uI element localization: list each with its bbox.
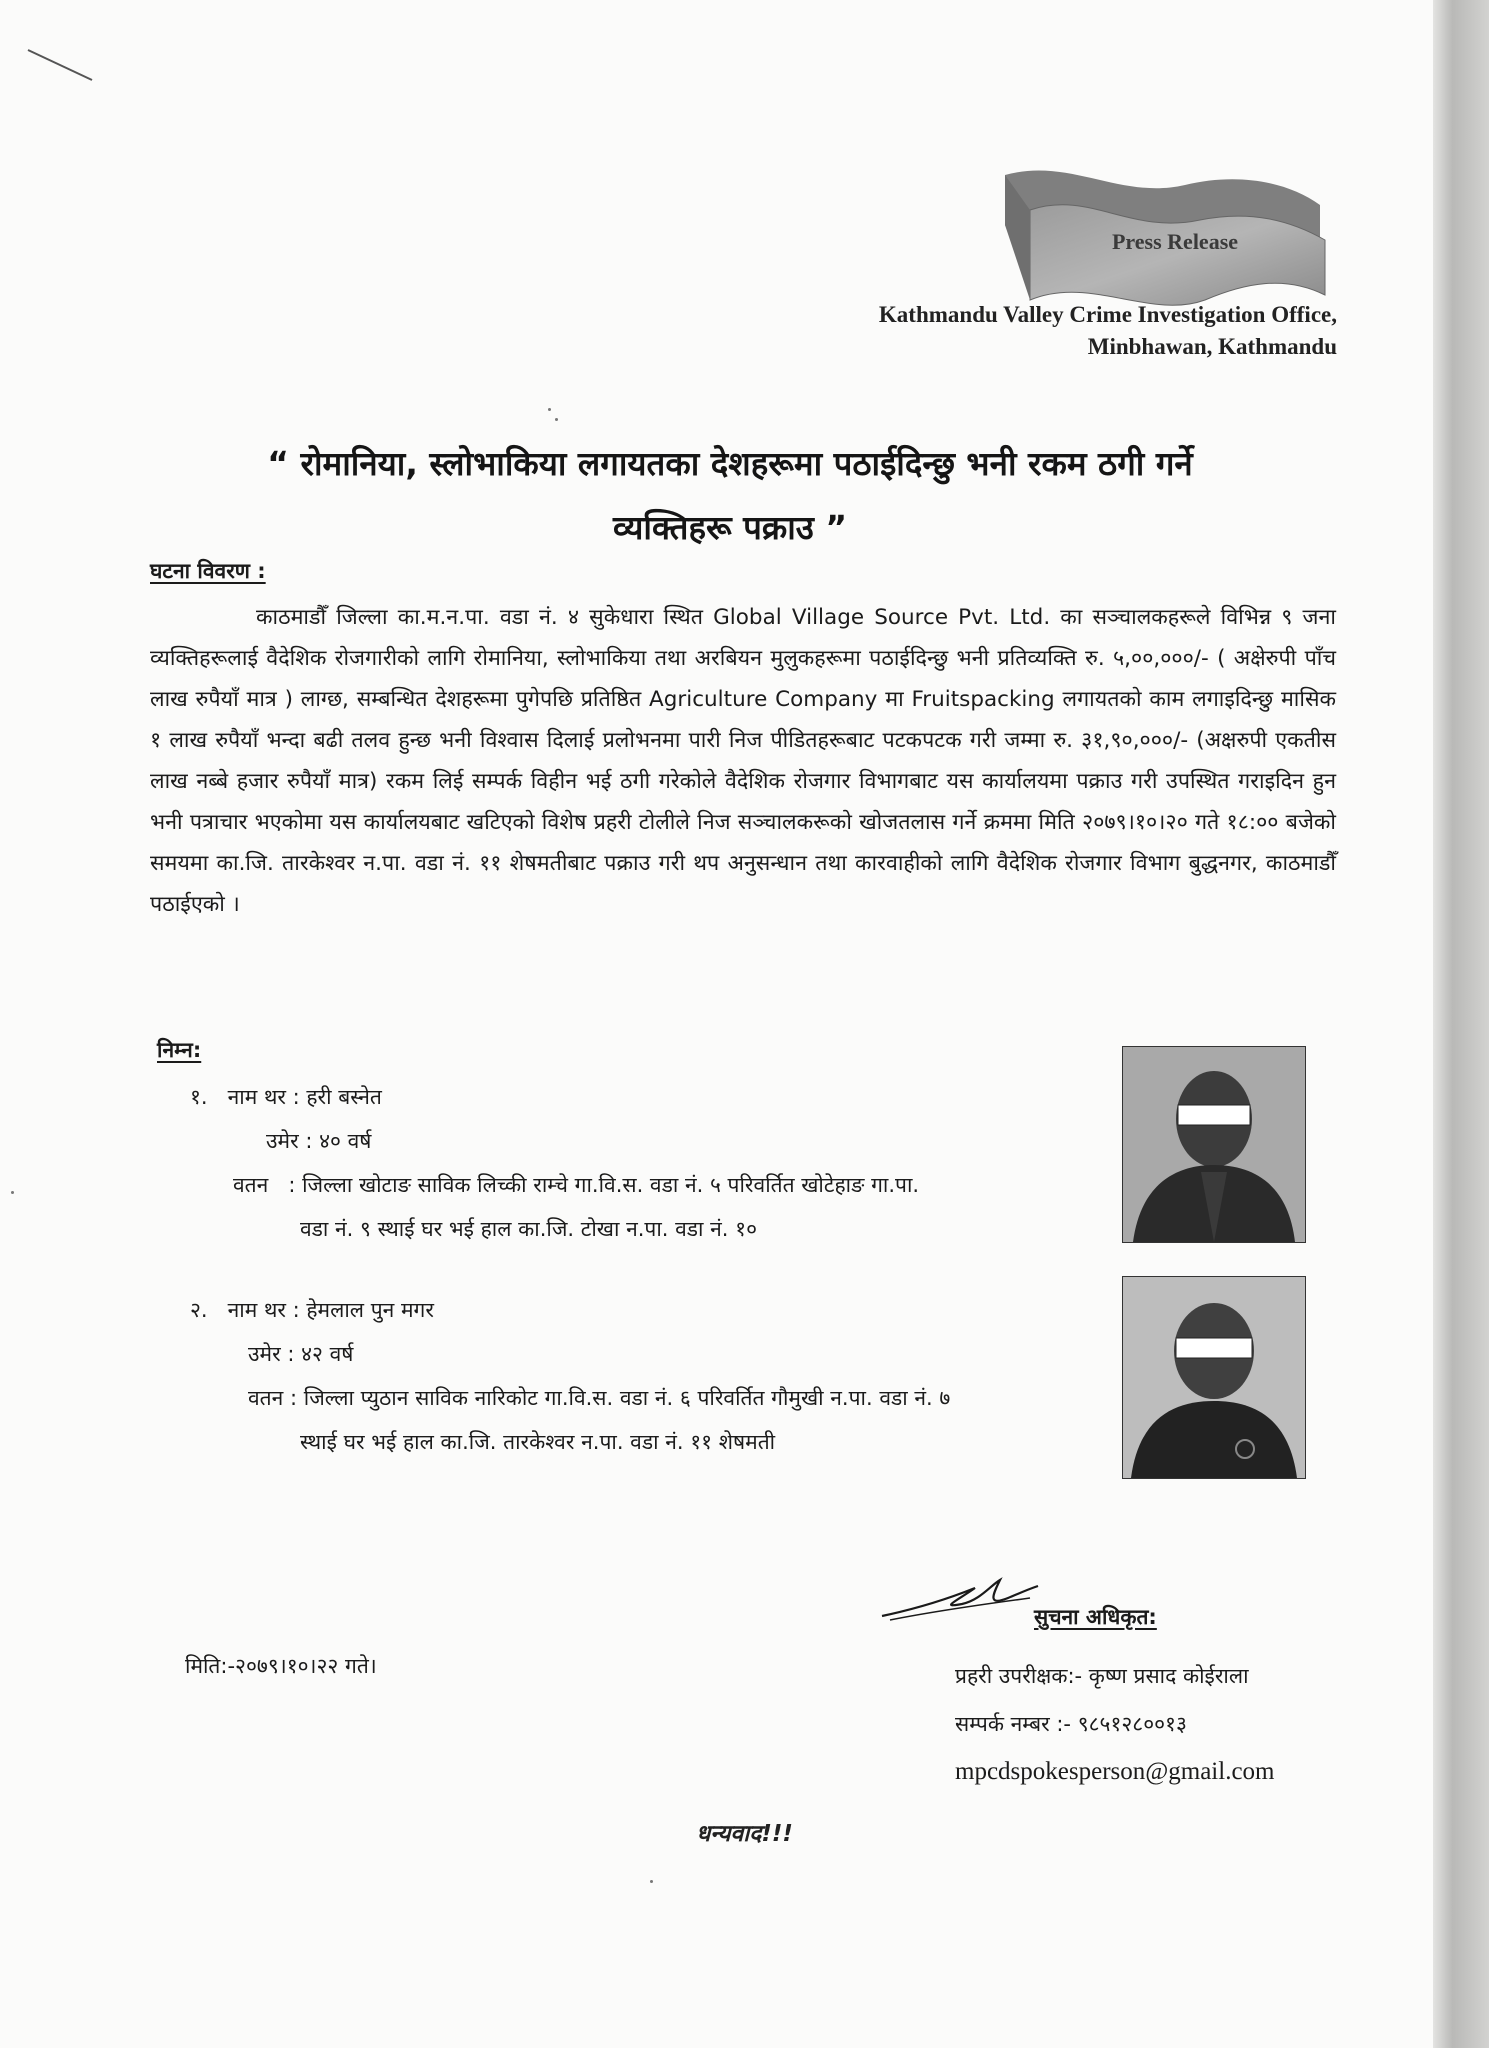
press-release-label: Press Release [1111, 229, 1239, 254]
contact-number: सम्पर्क नम्बर :- ९८५१२८००१३ [955, 1712, 1187, 1736]
arrested-person-1 [190, 1075, 919, 1251]
person-age: उमेर : ४० वर्ष [266, 1129, 372, 1153]
press-headline [150, 432, 1310, 560]
person-address-line-2: वडा नं. ९ स्थाई घर भई हाल का.जि. टोखा न.पा. वडा नं. १० [300, 1217, 757, 1241]
headline-line-1: “ रोमानिया, स्लोभाकिया लगायतका देशहरूमा पठाईदिन्छु भनी रकम ठगी गर्ने [267, 444, 1193, 483]
thank-you-note: धन्यवाद!!! [696, 1821, 793, 1847]
person-age: उमेर : ४२ वर्ष [248, 1342, 354, 1366]
incident-description: काठमाडौँ जिल्ला का.म.न.पा. वडा नं. ४ सुकेधारा स्थित Global Village Source Pvt. Ltd. का सञ्चालकहरूले विभिन्न ९ जना व्यक्तिहरूलाई वैदेशिक रोजगारीको लागि रोमानिया, स्लोभाकिया तथा अरबियन मुलुकहरूमा पठाईदिन्छु भनी प्रतिव्यक्ति रु. ५,००,०००/- ( अक्षेरुपी पाँच लाख रुपैयाँ मात्र ) लाग्छ, सम्बन्धित देशहरूमा पुगेपछि प्रतिष्ठित Agriculture Company मा Fruitspacking लगायतको काम लगाइदिन्छु मासिक १ लाख रुपैयाँ भन्दा बढी तलव हुन्छ भनी विश्वास दिलाई प्रलोभनमा पारी निज पीडितहरूबाट पटकपटक गरी जम्मा रु. ३१,९०,०००/- (अक्षरुपी एकतीस लाख नब्बे हजार रुपैयाँ मात्र) रकम लिई सम्पर्क विहीन भई ठगी गरेकोले वैदेशिक रोजगार विभागबाट यस कार्यालयमा पक्राउ गरी उपस्थित गराइदिन हुन भनी पत्राचार भएकोमा यस कार्यालयबाट खटिएको विशेष प्रहरी टोलीले निज सञ्चालकरूको खोजतलास गर्ने क्रममा मिति २०७९।१०।२० गते १८:०० बजेको समयमा का.जि. तारकेश्वर न.पा. वडा नं. ११ शेषमतीबाट पक्राउ गरी थप अनुसन्धान तथा कारवाहीको लागि वैदेशिक रोजगार विभाग बुद्धनगर, काठमाडौँ पठाईएको । [150, 605, 1336, 917]
person-name: नाम थर : हेमलाल पुन मगर [227, 1298, 434, 1322]
contact-email: mpcdspokesperson@gmail.com [955, 1758, 1275, 1785]
officer-name: प्रहरी उपरीक्षक:- कृष्ण प्रसाद कोईराला [955, 1664, 1249, 1688]
person-address-label: वतन [248, 1386, 284, 1410]
incident-heading: घटना विवरण : [150, 559, 266, 583]
scan-stroke-mark [0, 0, 100, 90]
headline-line-2: व्यक्तिहरू पक्राउ ” [612, 508, 848, 547]
officer-contact [955, 1652, 1275, 1796]
scan-page-edge [1433, 0, 1489, 2048]
officer-signature [880, 1568, 1040, 1628]
person-address-line-1: : जिल्ला प्युठान साविक नारिकोट गा.वि.स. वडा नं. ६ परिवर्तित गौमुखी न.पा. वडा नं. ७ [290, 1386, 951, 1410]
person-name: नाम थर : हरी बस्नेत [227, 1085, 382, 1109]
arrested-person-2 [190, 1288, 950, 1464]
office-name: Kathmandu Valley Crime Investigation Office, [878, 302, 1337, 327]
suspect-photo-2 [1122, 1276, 1306, 1479]
person-address-label: वतन [233, 1173, 269, 1197]
person-address-line-1: : जिल्ला खोटाङ साविक लिच्की राम्चे गा.वि.स. वडा नं. ५ परिवर्तित खोटेहाङ गा.पा. [288, 1173, 920, 1197]
suspect-photo-1 [1122, 1046, 1306, 1243]
office-address [879, 299, 1337, 363]
person-number: २. [190, 1298, 208, 1322]
arrested-heading: निम्न: [157, 1038, 202, 1062]
office-location: Minbhawan, Kathmandu [1087, 334, 1337, 359]
release-date: मिति:-२०७९।१०।२२ गते। [185, 1654, 377, 1678]
person-address-line-2: स्थाई घर भई हाल का.जि. तारकेश्वर न.पा. वडा नं. ११ शेषमती [300, 1430, 776, 1454]
person-number: १. [190, 1085, 208, 1109]
information-officer-title: सुचना अधिकृत: [1034, 1605, 1157, 1629]
